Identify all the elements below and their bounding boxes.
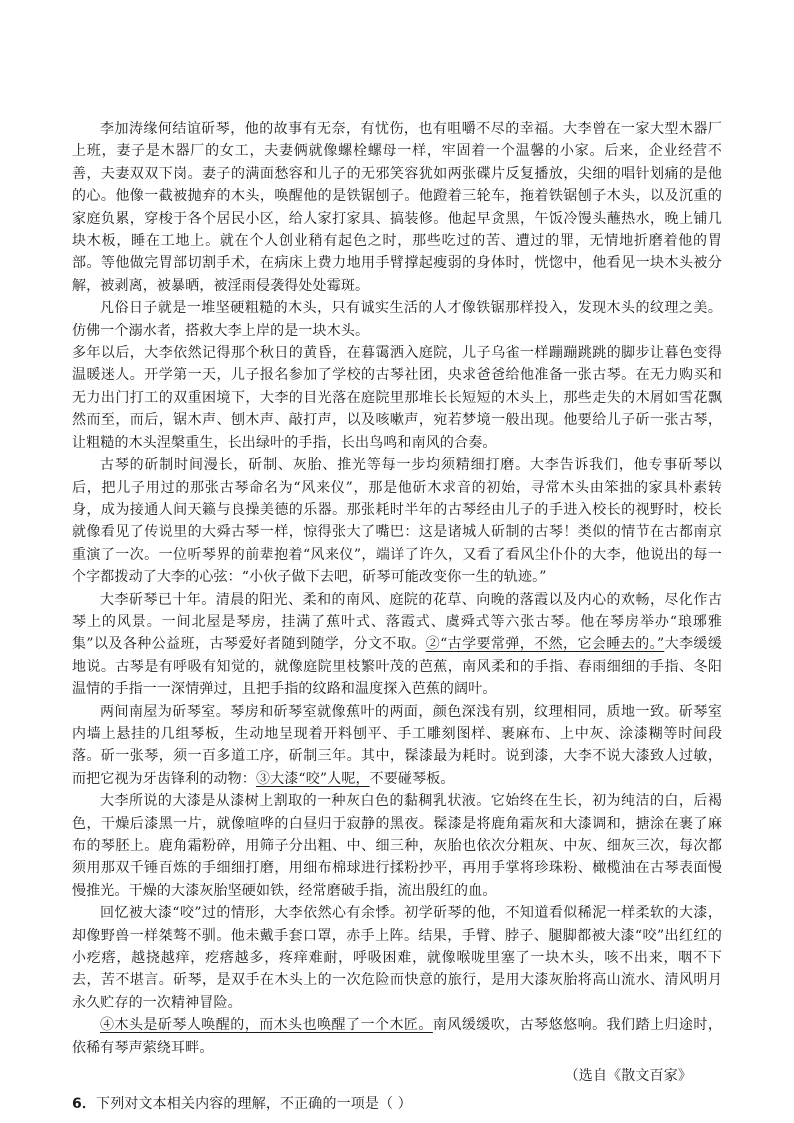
source-citation: （选自《散文百家》: [564, 1068, 692, 1085]
underlined-sentence-2: ②“古学要常弹，不然，它会睡去的。”: [425, 636, 665, 653]
paragraph-3: [72, 342, 722, 454]
paragraph-1-text: 李加涛缘何结谊斫琴，他的故事有无奈，有忧伤，也有咀嚼不尽的幸福。大李曾在一家大型木器厂上班，妻子是木器厂的女工，夫妻俩就像螺栓螺母一样，牢固着一个温馨的小家。后来，企业经营不善，夫妻双双下岗。妻子的满面愁容和儿子的无邪笑容犹如两张碟片反复播放，尖细的唱针划痛的是他的心。他像一截被抛弃的木头，唤醒他的是铁锯刨子。他蹬着三轮车，拖着铁锯刨子木头，以及沉重的家庭负累，穿梭于各个居民小区，给人家打家具、搞装修。他起早贪黑，午饭冷馒头蘸热水，晚上铺几块木板，睡在工地上。就在个人创业稍有起色之时，那些吃过的苦、遭过的罪，无情地折磨着他的胃部。等他做完胃部切割手术，在病床上费力地用手臂撑起瘦弱的身体时，恍惚中，他看见一块木头被分解，被剥离，被暴晒，被淫雨侵袭得处处霉斑。: [72, 121, 722, 294]
paragraph-4: [72, 454, 722, 588]
paragraph-2-text: 凡俗日子就是一堆坚硬粗糙的木头，只有诚实生活的人才像铁锯那样投入，发现木头的纹理之美。仿佛一个溺水者，搭救大李上岸的是一块木头。: [72, 300, 722, 339]
question-text: 下列对文本相关内容的理解，不正确的一项是（ ）: [96, 1096, 412, 1113]
paragraph-1: [72, 118, 722, 297]
paragraph-6: [72, 701, 722, 791]
question-number: 6．: [72, 1096, 97, 1113]
paragraph-5-text-c: 大李缓缓地说。古琴是有呼吸有知觉的，就像庭院里枝繁叶茂的芭蕉，南风柔和的手指、春雨细细的手指、冬阳温情的手指一一深情弹过，且把手指的纹路和温度探入芭蕉的阔叶。: [72, 636, 722, 698]
paragraph-7-text: 大李所说的大漆是从漆树上割取的一种灰白色的黏稠乳状液。它始终在生长，初为纯洁的白，后褐色，干燥后漆黑一片，就像喧哗的白昼归于寂静的黑夜。髹漆是将鹿角霜灰和大漆调和，搪涂在裹了麻布的琴胚上。鹿角霜粉碎，用筛子分出粗、中、细三种，灰胎也依次分粗灰、中灰、细灰三次，每次都须用那双千锤百炼的手细细打磨，用细布棉球进行揉粉抄平，再用手掌将珍珠粉、橄榄油在古琴表面慢慢推光。干燥的大漆灰胎坚硬如铁，经常磨破手指，流出殷红的血。: [72, 793, 722, 899]
paragraph-7: [72, 790, 722, 902]
paragraph-5-text-a: 大李斫琴已十年。清晨的阳光、柔和的南风、庭院的花草、向晚的落霞以及内心的欢畅，尽化作古琴上的风景。一间北屋是琴房，挂满了蕉叶式、落霞式、虞舜式等六张古琴。他在琴房举办“琅琊雅集”以及各种公益班，古琴爱好者随到随学，分文不取。: [72, 591, 722, 653]
underlined-sentence-3: ③大漆“咬”人呢，: [255, 770, 370, 787]
underlined-sentence-4: ④木头是斫琴人唤醒的，而木头也唤醒了一个木匠。: [100, 1017, 433, 1034]
paragraph-3-text: 多年以后，大李依然记得那个秋日的黄昏，在暮霭洒入庭院，儿子乌雀一样蹦蹦跳跳的脚步让暮色变得温暖迷人。开学第一天，儿子报名参加了学校的古琴社团，央求爸爸给他准备一张古琴。在无力购买和无力出门打工的双重困境下，大李的目光落在庭院里那堆长长短短的木头上，那些走失的木屑如雪花飘然而至，而后，锯木声、刨木声、敲打声，以及咳嗽声，宛若梦境一般出现。他要给儿子斫一张古琴，让粗糙的木头涅槃重生，长出绿叶的手指，长出鸟鸣和南风的合奏。: [72, 345, 722, 451]
paragraph-8: [72, 902, 722, 1014]
paragraph-6-text-c: 不要碰琴板。: [369, 770, 455, 787]
paragraph-9-text-c: 南风缓缓吹，古琴悠悠响。我们踏上归途时，依稀有琴声萦绕耳畔。: [72, 1017, 723, 1056]
paragraph-8-text: 回忆被大漆“咬”过的情形，大李依然心有余悸。初学斫琴的他，不知道看似稀泥一样柔软的大漆，却像野兽一样桀骜不驯。他未戴手套口罩，赤手上阵。结果，手臂、脖子、腿脚都被大漆“咬”出红红的小疙瘩，越挠越痒，疙瘩越多，疼痒难耐，呼吸困难，就像喉咙里塞了一块木头，咳不出来，咽不下去，苦不堪言。斫琴，是双手在木头上的一次危险而快意的旅行，是用大漆灰胎将高山流水、清风明月永久贮存的一次精神冒险。: [72, 905, 722, 1011]
paragraph-5: [72, 589, 722, 701]
paragraph-6-text-a: 两间南屋为斫琴室。琴房和斫琴室就像蕉叶的两面，颜色深浅有别，纹理相同，质地一致。斫琴室内墙上悬挂的几组琴板，生动地呈现着开料刨平、手工雕刻图样、裹麻布、上中灰、涂漆糊等时间段落。斫一张琴，须一百多道工序，斫制三年。其中，髹漆最为耗时。说到漆，大李不说大漆致人过敏，而把它视为牙齿锋利的动物：: [72, 703, 722, 787]
paragraph-4-text: 古琴的斫制时间漫长，斫制、灰胎、推光等每一步均须精细打磨。大李告诉我们，他专事斫琴以后，把儿子用过的那张古琴命名为“风来仪”，那是他斫木求音的初始，寻常木头由笨拙的家具朴素转身，成为接通人间天籁与良操美德的乐器。那张耗时半年的古琴经由儿子的手进入校长的视野时，校长就像看见了传说里的大舜古琴一样，惊得张大了嘴巴：这是诸城人斫制的古琴！类似的情节在古都南京重演了一次。一位听琴界的前辈抱着“风来仪”，端详了许久，又看了看风尘仆仆的大李，他说出的每一个字都拨动了大李的心弦：“小伙子做下去吧，斫琴可能改变你一生的轨迹。”: [72, 457, 722, 586]
paragraph-2: [72, 297, 722, 342]
question-6: [72, 1093, 722, 1115]
paragraph-9: [72, 1014, 722, 1059]
article-body: [72, 118, 722, 1116]
